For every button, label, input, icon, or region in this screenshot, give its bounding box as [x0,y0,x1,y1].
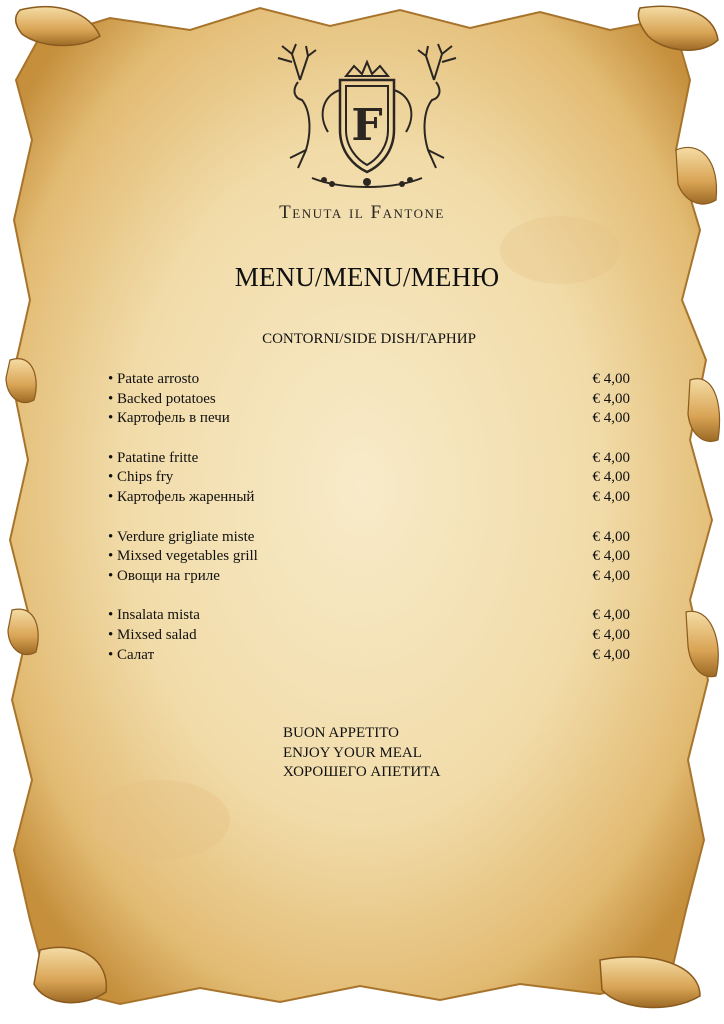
item-name: • Салат [108,646,154,666]
item-name: • Insalata mista [108,606,200,626]
item-price: € 4,00 [592,646,630,663]
item-name: • Картофель в печи [108,409,230,429]
item-price: € 4,00 [592,567,630,584]
item-price: € 4,00 [592,548,630,565]
item-price: € 4,00 [592,449,630,466]
menu-item [108,488,630,508]
brand-name: Tenuta il Fantone [279,202,445,223]
greeting-line: BUON APPETITO [283,725,399,741]
item-name: • Mixsed vegetables grill [108,547,258,567]
menu-title: MENU/MENU/МЕНЮ [234,262,500,292]
item-price: € 4,00 [592,626,630,643]
greeting-line: ENJOY YOUR MEAL [283,744,422,761]
menu-item [108,646,630,666]
menu-group [108,370,630,429]
menu-item [108,449,630,469]
menu-item [108,370,630,390]
item-name: • Mixsed salad [108,626,197,646]
section-heading: CONTORNI/SIDE DISH/ГАРНИР [262,331,476,347]
item-price: € 4,00 [592,528,630,545]
item-price: € 4,00 [592,489,630,506]
item-name: • Chips fry [108,468,173,488]
item-price: € 4,00 [592,390,630,407]
item-price: € 4,00 [592,469,630,486]
menu-item [108,390,630,410]
stag-crest-logo [262,40,472,200]
menu-item [108,547,630,567]
menu-item [108,626,630,646]
menu-group [108,528,630,587]
menu-items [108,370,630,685]
menu-item [108,409,630,429]
menu-item [108,606,630,626]
closing-greeting [283,724,441,783]
greeting-line: ХОРОШЕГО АПЕТИТА [283,764,441,781]
menu-group [108,606,630,665]
menu-group [108,449,630,508]
item-price: € 4,00 [592,371,630,387]
item-price: € 4,00 [592,410,630,427]
item-price: € 4,00 [592,607,630,624]
item-name: • Овощи на гриле [108,567,220,587]
item-name: • Backed potatoes [108,390,216,410]
svg-text:F: F [351,100,383,151]
menu-item [108,468,630,488]
item-name: • Patatine fritte [108,449,198,469]
item-name: • Patate arrosto [108,370,199,390]
menu-item [108,567,630,587]
item-name: • Verdure grigliate miste [108,528,254,548]
item-name: • Картофель жаренный [108,488,254,508]
menu-item [108,528,630,548]
